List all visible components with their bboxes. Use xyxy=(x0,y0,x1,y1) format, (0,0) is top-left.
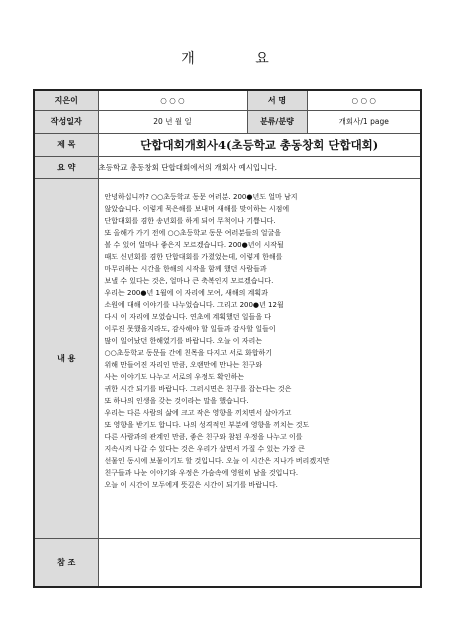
subject-label: 제 목 xyxy=(34,133,98,156)
document-title: 개 요 xyxy=(181,51,297,67)
content-line: 많이 일어났던 한해였기를 바랍니다. 오늘 이 자리는 xyxy=(104,336,263,345)
content-line: 선물인 동시에 보물이기도 할 것입니다. 오늘 이 시간은 지나가 버리겠지만 xyxy=(104,456,330,465)
content-line: 지속시켜 나갈 수 있다는 것은 우리가 살면서 가질 수 있는 가장 큰 xyxy=(104,444,305,453)
author-label: 지은이 xyxy=(34,90,98,110)
name-value: ○ ○ ○ xyxy=(307,90,421,110)
content-line: 마무리하는 시간을 한해의 시작을 함께 했던 사람들과 xyxy=(104,264,267,273)
content-line: 오늘 이 시간이 모두에게 뜻깊은 시간이 되기를 바랍니다. xyxy=(104,480,278,489)
content-line: 우리는 다른 사람의 삶에 크고 작은 영향을 끼치면서 살아가고 xyxy=(104,408,292,417)
summary-row xyxy=(34,156,421,178)
content-line: 친구들과 나눈 이야기와 우정은 가슴속에 영원히 남을 것입니다. xyxy=(104,468,299,477)
reference-row xyxy=(34,538,421,587)
content-line: 볼 수 있어 얼마나 좋은지 모르겠습니다. 200●년이 시작될 xyxy=(104,240,284,249)
date-label: 작성일자 xyxy=(34,110,98,133)
content-line: 보낼 수 있다는 것은, 얼마나 큰 축복인지 모르겠습니다. xyxy=(104,276,274,285)
outline-table xyxy=(33,89,422,588)
content-line: 사는 이야기도 나누고 서로의 우정도 확인하는 xyxy=(104,372,245,381)
content-line: 또 올해가 가기 전에 ○○초등학교 동문 여러분들의 얼굴을 xyxy=(104,228,282,237)
name-label: 서 명 xyxy=(247,90,307,110)
category-label: 분류/분량 xyxy=(247,110,307,133)
content-line: 다시 이 자리에 모였습니다. 연초에 계획했던 일들을 다 xyxy=(104,312,272,321)
content-line: 우리는 200●년 1월에 이 자리에 모여, 새해의 계획과 xyxy=(104,288,268,297)
content-line: 때도 신년회를 겸한 단합대회를 가졌었는데, 이렇게 한해를 xyxy=(104,252,283,261)
author-value: ○ ○ ○ xyxy=(98,90,247,110)
summary-label: 요 약 xyxy=(34,156,98,178)
content-body xyxy=(99,179,421,491)
content-line: 않았습니다. 이렇게 묵은해를 보내며 새해를 맞이하는 시점에 xyxy=(104,204,290,213)
subject-value: 단합대회개회사4(초등학교 총동창회 단합대회) xyxy=(98,133,421,156)
category-value: 개회사/1 page xyxy=(307,110,421,133)
subject-row xyxy=(34,133,421,156)
content-line: 이루진 못했을지라도, 감사해야 할 일들과 감사할 일들이 xyxy=(104,324,276,333)
content-label: 내 용 xyxy=(34,178,98,538)
reference-value xyxy=(98,538,421,587)
reference-label: 참 조 xyxy=(34,538,98,587)
content-line: 안녕하십니까? ○○초등학교 동문 여러분. 200●년도 얼마 남지 xyxy=(104,192,298,201)
content-line: 단합대회를 겸한 송년회를 하게 되어 무척이나 기쁩니다. xyxy=(104,216,276,225)
content-cell xyxy=(98,178,421,538)
content-line: 또 영향을 받기도 합니다. 나의 성격적인 부분에 영향을 끼치는 것도 xyxy=(104,420,310,429)
author-row xyxy=(34,90,421,110)
content-line: 다른 사람과의 관계인 만큼, 좋은 친구와 참된 우정을 나누고 이를 xyxy=(104,432,303,441)
content-line: 위해 만들어진 자리인 만큼, 오랜만에 만나는 친구와 xyxy=(104,360,263,369)
content-line: 소원에 대해 이야기를 나누었습니다. 그리고 200●년 12월 xyxy=(104,300,284,309)
date-value: 20 년 월 일 xyxy=(98,110,247,133)
summary-value: 초등학교 총동창회 단합대회에서의 개회사 예시입니다. xyxy=(98,156,421,178)
content-row xyxy=(34,178,421,538)
content-line: 또 하나의 인생을 갖는 것이라는 말을 했습니다. xyxy=(104,396,249,405)
content-line: ○○초등학교 동문들 간에 친목을 다지고 서로 화합하기 xyxy=(104,348,273,357)
content-line: 귀한 시간 되기를 바랍니다. 그러시면은 친구를 잡는다는 것은 xyxy=(104,384,292,393)
date-row xyxy=(34,110,421,133)
